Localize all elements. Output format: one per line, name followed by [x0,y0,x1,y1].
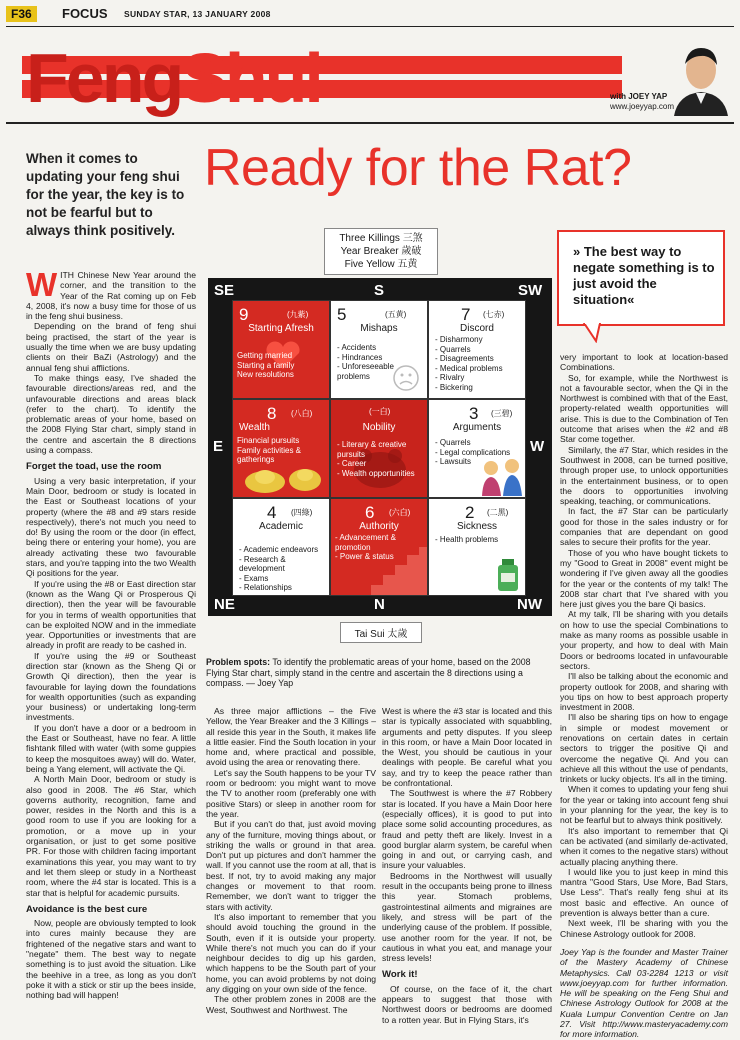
author-bio: Joey Yap is the founder and Master Trainer of the Mastery Academy of Chinese Metaphysics. Call 03-2284 1213 or visit www.joeyyap.com for further information. He will be speaking on the Feng Shui and Chinese Astrology Outlook for 2008 at the Kuala Lumpur Convention Centre on Jan 27. Visit http://www.masteryacademy.com for more information. [560,946,728,1040]
star-title: Arguments [452,422,502,433]
star-chinese-name: (九紫) [287,310,309,319]
subhead-avoidance: Avoidance is the best cure [26,903,148,915]
star-meanings: - Disharmony - Quarrels - Disagreements - Medical problems - Rivalry - Bickering [435,335,503,392]
star-meanings: Getting married Starting a family New resolutions [237,351,295,380]
chart-cell-w [428,399,526,498]
star-title: Mishaps [360,323,398,334]
dateline: SUNDAY STAR, 13 JANUARY 2008 [124,9,271,19]
pull-quote-tail [582,323,612,343]
star-meanings: - Quarrels - Legal complications - Lawsuits [435,438,511,467]
chart-cell-ne [232,498,330,596]
star-meanings: - Academic endeavors - Research & development - Exams - Relationships [239,545,319,593]
chart-cell-e [232,399,330,498]
chart-top-label: Three Killings 三煞 Year Breaker 歲破 Five Yellow 五黄 [324,228,438,275]
star-chinese-name: (四綠) [291,508,313,517]
star-title: Discord [460,323,494,334]
arguing-people-icon [479,456,525,496]
direction-ne: NE [214,596,235,613]
star-number: 2 [465,503,475,522]
flying-star-chart [208,278,552,616]
star-meanings: - Health problems [435,535,499,544]
star-number: 4 [267,503,277,522]
subhead-forget-the-toad: Forget the toad, use the room [26,461,162,473]
chart-caption: Problem spots: To identify the problematic areas of your home, based on the 2008 Flying Star chart, simply stand in the centre and ascertain the 8 directions using a compass. — Joey Yap [206,657,531,689]
star-chinese-name: (五黄) [385,310,407,319]
star-meanings: Financial pursuits Family activities & gatherings [237,436,302,465]
author-website[interactable]: www.joeyyap.com [610,102,675,111]
chart-bottom-label: Tai Sui 太歲 [340,622,422,643]
pull-quote-box [557,230,725,326]
star-number: 5 [337,305,347,324]
page-number: F36 [6,6,37,22]
chart-cell-s [330,300,428,399]
subhead-work-it: Work it! [382,969,418,981]
star-number: 7 [461,305,471,324]
direction-w: W [530,438,545,455]
star-meanings: - Literary & creative pursuits - Career - Wealth opportunities [337,440,415,478]
headline: Ready for the Rat? [204,139,632,197]
article-column-2: As three major afflictions – the Five Yellow, the Year Breaker and the 3 Killings – all reside this year in the South, it makes life a little easier. Find the South location in your home and, where practical and possible, avoid using the area or renovating there. Let's say the South happens to be your TV room or bedroom: you might want to move the TV to another room (preferably one with positive Stars) or sleep in another room for the year. But if you can't do that, just avoid moving any of the furniture, moving things about, or striking the walls or ground in that area. Don't put up pictures and don't hammer the wall. If you cannot use the room at all, that is best. If not, try to avoid making any major changes or movement to that room. Remember, we don't want to trigger the stars with activity. It's also important to remember that you should avoid touching the ground in the South, even if it is outside your property. While there's not much you can do if your neighbour decides to dig up his garden, which happens to be the South part of your home, you can avoid problems by not doing any digging on your own side of the fence. The other problem zones in 2008 are the West, Southwest and Northwest. The [206,706,377,1015]
header-rule [6,26,734,27]
byline: with JOEY YAP [610,92,668,101]
star-meanings: - Accidents - Hindrances - Unforeseeable problems [337,343,394,381]
sad-face-icon [391,363,421,393]
pull-quote: » The best way to negate something is to just avoid the situation« [573,244,715,307]
article-column-4: very important to look at location-based Combinations. So, for example, while the Northwest is not a favourable sector, when the Qi in the Northwest is combined with that of the East, property-related wealth opportunities will arise. This is due to the Combination of Ten outcome that arises when the #2 and #8 Star come together. Similarly, the #7 Star, which resides in the Southwest in 2008, can be turned positive, through proper use, to unlock opportunities in the entertainment business, or to open the doors to opportunities involving speaking, teaching, or communications. In fact, the #7 Star can be particularly good for those in the sales industry or for companies that are dependant on good sales to secure their profits for the year. Those of you who have bought tickets to my "Good to Great in 2008" event might be wondering if I've given away all the goodies for the year or the contents of my talk! The 2008 star chart that I've shared with you here just gives you the bare Qi basics. At my talk, I'll be sharing with you details on how to use the special Combinations to make as many rooms as possible usable in your property, and how to deal with Main Doors or bedrooms located in unfavourable sectors. I'll also be talking about the economic and property outlook for 2008, and sharing with you tips on how to best approach property investment in 2008. I'll also be sharing tips on how to engage in simple or modest movement or renovations on certain dates in certain sectors to trigger the positive Qi and overcome the negative Qi. And you can achieve all this without the use of pendants, trinkets or lucky objects. It's all in the timing. When it comes to updating your feng shui for the year or taking into account feng shui in your planning for the year, the key is to not be fearful but to always think positively. It's also important to remember that Qi can be activated (and similarly de-activated, when it comes to the negative stars) without actually placing anything there. I would like you to just keep in mind this mantra "Good Stars, Use More, Bad Stars, Use Less". That's really feng shui at its most basic and effective. An ounce of prevention is always better than a cure. Next week, I'll be sharing with you the Chinese Astrology outlook for 2008. Joey Yap is the founder and Master Trainer of the Mastery Academy of Chinese Metaphysics. Call 03-2284 1213 or visit www.joeyyap.com for further information. He will be speaking on the Feng Shui and Chinese Astrology Outlook for 2008 at the Kuala Lumpur Convention Centre on Jan 27. Visit http://www.masteryacademy.com for more information. [560,352,728,1040]
star-chinese-name: (二黑) [487,508,509,517]
star-number: 6 [365,503,375,522]
masthead-title: FengShui [26,39,321,117]
star-title: Sickness [456,521,497,532]
standfirst: When it comes to updating your feng shui for the year, the key is to not be fearful but to always think positively. [26,151,185,238]
star-chinese-name: (六白) [389,508,411,517]
star-title: Wealth [239,422,270,433]
medicine-bottle-icon [495,557,521,593]
drop-cap: W [26,266,58,303]
article-column-1: WITH Chinese New Year around the corner, and the transition to the Year of the Rat coming up on Feb 4, 2008, it's now a busy time for those of us in the feng shui business. Depending on the brand of feng shui being practised, the start of the year is usually the time when we are busy updating clients on their BaZi (Astrology) and the annual feng shui afflictions. To make things easy, I've shaded the favourable directions/areas red, and the unfavourable directions and areas black (refer to the chart). To identify the problematic areas of your home, based on the 2008 Flying Star chart, simply stand in the centre and ascertain the 8 directions using a compass. Forget the toad, use the room Using a very basic interpretation, if your Main Door, bedroom or study is located in the East or Southeast locations of your property (where the #8 and #9 stars reside respectively), there's not much you need to do! By using the room or the door (in effect, being there or entering your home), you are already activating these two favourable stars, and you're tapping into the two Wealth Qi positions for the year. If you're using the #8 or East direction star (known as the Wang Qi or Prosperous Qi direction), then the year will be favourable for you in terms of wealth opportunities that can be exploited NOW and in the immediate year. Opportunities or investments that are already in profit are ready to be cashed in. If you're using the #9 or Southeast direction star (known as the Sheng Qi or Growth Qi direction), then the year is favourable for laying down the foundations for wealth opportunities (such as expanding your business) or undertaking long-term investments. If you don't have a door or a bedroom in the East or Southeast, have no fear. A little fishtank filled with water (with some guppies to keep the mosquitoes away) will do. Water, being a Yang element, will activate the Qi. A North Main Door, bedroom or study is also good in 2008. The #6 Star, which governs authority, recognition, fame and power, resides in the North and this is a good room to use if you are looking for a promotion, or a move up in your organisation, or just to get some positive PR. For those with children facing important examinations this year, you may want to try and let them sleep or study in a Northeast room, where the #4 star is located. This is a star that is helpful for academic pursuits. Avoidance is the best cure Now, people are obviously tempted to look into cures mainly because they are frightened of the negative stars and want to "negate" them. The best way to negate something is to just avoid the situation. Like the beehive in a tree, as long as you don't poke it with a stick or stir up the bees inside, nothing bad will happen! [26,266,196,1001]
star-title: Starting Afresh [248,323,314,334]
article-column-3: West is where the #3 star is located and this star is typically associated with squabbling, arguments and petty disputes. If you sleep in this room, or have a Main Door located in the West, you should be cautious in your dealings with people. Be careful what you say, and try to keep the peace rather than be confrontational. The Southwest is where the #7 Robbery star is located. If you have a Main Door here (especially offices), it is good to put into place some solid accounting procedures, as fraud and petty theft are likely. Invest in a good burglar alarm system, be careful when going in and out, or carrying cash, and insure your valuables. Bedrooms in the Northwest will usually result in the occupants being prone to illness this year. Stomach problems, gastrointestinal ailments and migraines are likely, and stress will be part of the underlying cause of the problem. If possible, use another room for the year. If not, be cautious in what you eat, and manage your stress levels! Work it! Of course, on the face of it, the chart appears to suggest that those with Northwest doors or bedrooms are doomed to a rotten year. But in Flying Stars, it's [382,706,552,1025]
chart-cell-center [330,399,428,498]
masthead-rule [6,122,734,124]
star-number: 3 [469,404,479,423]
direction-se: SE [214,282,235,299]
direction-nw: NW [517,596,542,613]
star-title: Authority [359,521,399,532]
chart-cell-n [330,498,428,596]
section-label: FOCUS [62,6,108,21]
star-number: 8 [267,404,277,423]
direction-s: S [374,282,385,299]
author-portrait [670,38,732,116]
chart-cell-se [232,300,330,399]
chart-cell-nw [428,498,526,596]
star-chinese-name: (一白) [369,407,391,416]
gold-ingot-icon [241,462,325,496]
direction-e: E [213,438,224,455]
star-title: Academic [259,521,303,532]
star-chinese-name: (三碧) [491,409,513,418]
masthead [22,36,734,118]
direction-n: N [374,596,385,613]
direction-sw: SW [518,282,543,299]
star-number [291,360,292,361]
star-chinese-name: (七赤) [483,310,505,319]
star-number: 9 [239,305,249,324]
chart-cell-sw [428,300,526,399]
star-chinese-name: (八白) [291,409,313,418]
star-meanings: - Advancement & promotion - Power & status [335,533,396,562]
star-title: Nobility [362,422,396,433]
